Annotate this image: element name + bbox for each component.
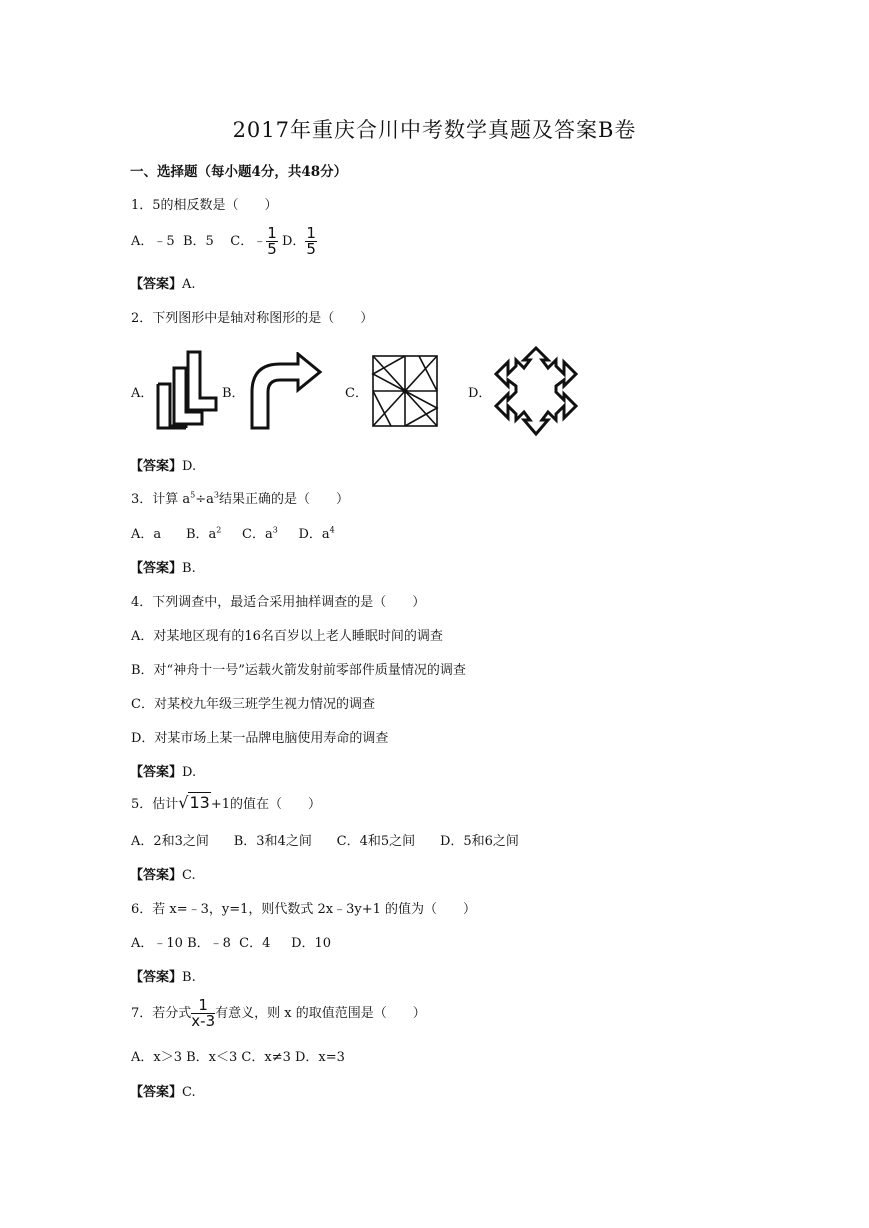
q6-option-a: A．﹣10 [131, 936, 183, 951]
q6-option-d: D．10 [291, 936, 332, 951]
q7-stem: 7．若分式 $\frac{1}{x-3}$ 有意义，则 x 的取值范围是（ ） [131, 996, 426, 1030]
q4-option-d: D．对某市场上某一品牌电脑使用寿命的调查 [131, 731, 389, 746]
q3-option-d: D．$a^4$ [298, 525, 335, 542]
q7-answer: 【答案】C. [130, 1085, 196, 1100]
q5-option-a: A．2和3之间 [131, 834, 209, 849]
q1-options [131, 226, 317, 257]
q1-option-c: C．﹣ $\frac{1}{5}$ [230, 224, 277, 258]
q1-stem: 1．5的相反数是（ ） [131, 198, 278, 213]
q5-square-root: √13 [178, 793, 210, 812]
q5-option-b: B．3和4之间 [233, 834, 312, 849]
q3-stem: 3．计算 $a^5\div a^3$结果正确的是（ ） [131, 490, 350, 507]
section-heading: 一、选择题（每小题4分，共48分） [130, 164, 348, 180]
q3-answer: 【答案】B. [130, 561, 196, 576]
q3-option-a: A．a [131, 527, 162, 542]
q4-stem: 4．下列调查中，最适合采用抽样调查的是（ ） [131, 595, 426, 610]
q7-options: A．x＞3 B．x＜3 C．x≠3 D．x=3 [131, 1050, 345, 1065]
q5-answer: 【答案】C. [130, 868, 196, 883]
q1-option-c-fraction: $\frac{1}{5}$ [267, 224, 277, 258]
q2-label-b: B． [222, 386, 245, 401]
figure-b-bent-arrow [246, 352, 324, 432]
q4-option-a: A．对某地区现有的16名百岁以上老人睡眠时间的调查 [131, 629, 443, 644]
q4-option-c: C．对某校九年级三班学生视力情况的调查 [131, 697, 375, 712]
q4-option-b: B．对“神舟十一号”运载火箭发射前零部件质量情况的调查 [131, 663, 466, 678]
q5-option-c: C．4和5之间 [336, 834, 416, 849]
q5-options [131, 830, 519, 849]
q6-stem: 6．若 x=﹣3，y=1，则代数式 2x﹣3y+1 的值为（ ） [131, 902, 477, 917]
q7-fraction: $\frac{1}{x-3}$ [191, 996, 216, 1030]
q5-option-d: D．5和6之间 [439, 834, 519, 849]
q1-option-b: B．5 [182, 234, 214, 249]
q3-options [131, 523, 335, 542]
figure-d-four-arrow-cross [494, 346, 578, 436]
q4-answer: 【答案】D. [130, 765, 197, 780]
q6-answer: 【答案】B. [130, 970, 196, 985]
q6-option-b: B．﹣8 [187, 936, 231, 951]
q2-stem: 2．下列图形中是轴对称图形的是（ ） [131, 311, 374, 326]
figure-a-stacked-l-shapes [150, 348, 228, 430]
q3-option-b: B．$a^2$ [185, 525, 222, 542]
page-title: 2017年重庆合川中考数学真题及答案B卷 [232, 118, 637, 142]
q6-option-c: C．4 [239, 936, 271, 951]
q6-options [131, 932, 331, 951]
q1-option-d-fraction: $\frac{1}{5}$ [306, 224, 316, 258]
q2-label-a: A． [131, 386, 154, 401]
q2-answer: 【答案】D. [130, 459, 197, 474]
q1-answer: 【答案】A. [130, 277, 196, 292]
figure-c-pinwheel [368, 350, 442, 432]
q3-option-c: C．$a^3$ [242, 525, 278, 542]
q2-label-d: D． [468, 386, 492, 401]
q2-label-c: C． [345, 386, 368, 401]
q1-option-a: A．﹣5 [131, 234, 175, 249]
q1-option-d: D． $\frac{1}{5}$ [281, 224, 316, 258]
q5-stem: 5．估计√13+1的值在（ ） [131, 793, 322, 812]
